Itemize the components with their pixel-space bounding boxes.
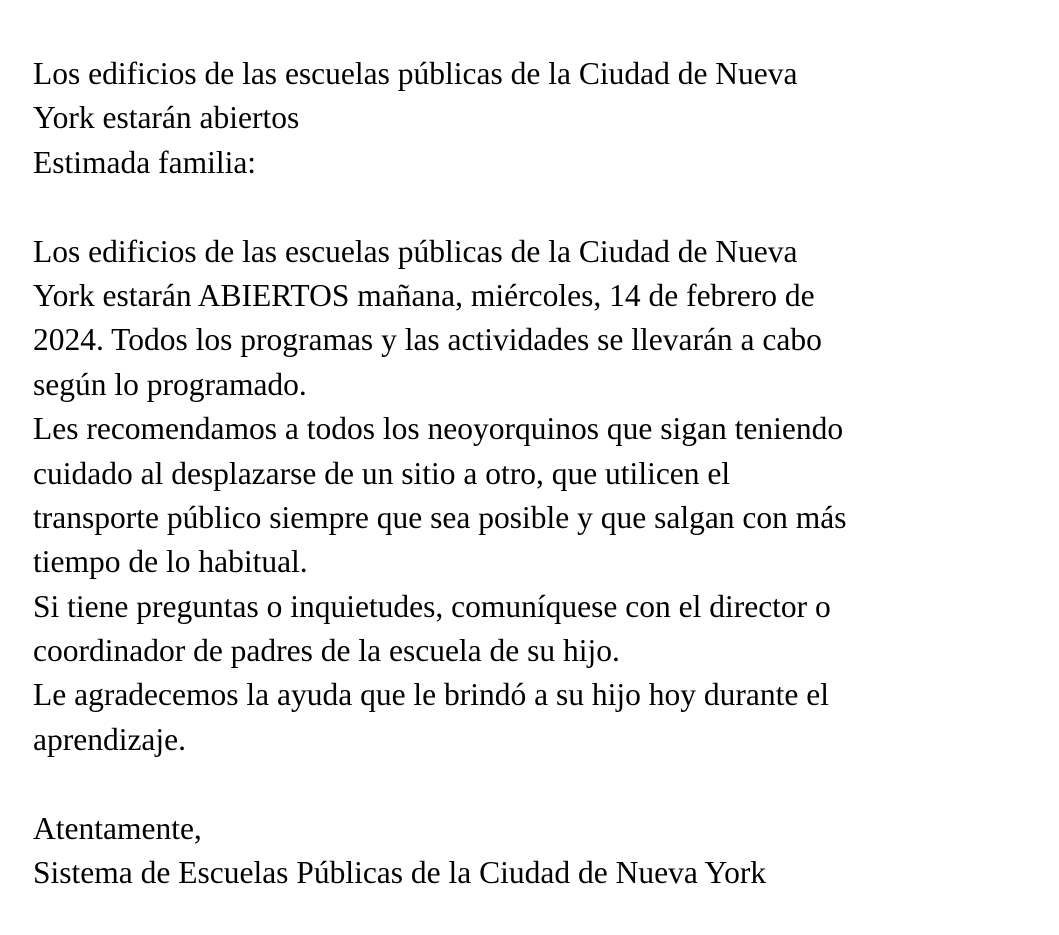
paragraph-line: transporte público siempre que sea posible y que salgan con más	[33, 499, 847, 535]
paragraph-line: Los edificios de las escuelas públicas de la Ciudad de Nueva	[33, 233, 798, 269]
notice-title	[33, 52, 1033, 141]
paragraph-line: Le agradecemos la ayuda que le brindó a su hijo hoy durante el	[33, 677, 829, 713]
paragraph-line: Les recomendamos a todos los neoyorquinos que sigan teniendo	[33, 411, 844, 447]
title-line: York estarán abiertos	[33, 100, 300, 136]
closing: Atentamente,	[33, 810, 202, 846]
paragraph-thanks	[33, 673, 1033, 762]
paragraph-line: Si tiene preguntas o inquietudes, comuníquese con el director o	[33, 588, 831, 624]
paragraph-line: 2024. Todos los programas y las actividades se llevarán a cabo	[33, 322, 822, 358]
greeting: Estimada familia:	[33, 144, 257, 180]
title-line: Los edificios de las escuelas públicas de la Ciudad de Nueva	[33, 56, 798, 91]
blank-line	[33, 185, 1033, 229]
notice-document	[33, 52, 1033, 895]
paragraph-line: según lo programado.	[33, 366, 307, 402]
paragraph-line: coordinador de padres de la escuela de su hijo.	[33, 633, 620, 669]
paragraph-line: tiempo de lo habitual.	[33, 544, 308, 580]
signature: Sistema de Escuelas Públicas de la Ciudad de Nueva York	[33, 855, 767, 891]
paragraph-line: York estarán ABIERTOS mañana, miércoles, 14 de febrero de	[33, 277, 815, 313]
paragraph-line: aprendizaje.	[33, 721, 187, 757]
paragraph-line: cuidado al desplazarse de un sitio a otro, que utilicen el	[33, 455, 731, 491]
paragraph-questions	[33, 585, 1033, 674]
blank-line	[33, 762, 1033, 806]
paragraph-school-open	[33, 230, 1033, 408]
paragraph-travel-advice	[33, 407, 1033, 585]
